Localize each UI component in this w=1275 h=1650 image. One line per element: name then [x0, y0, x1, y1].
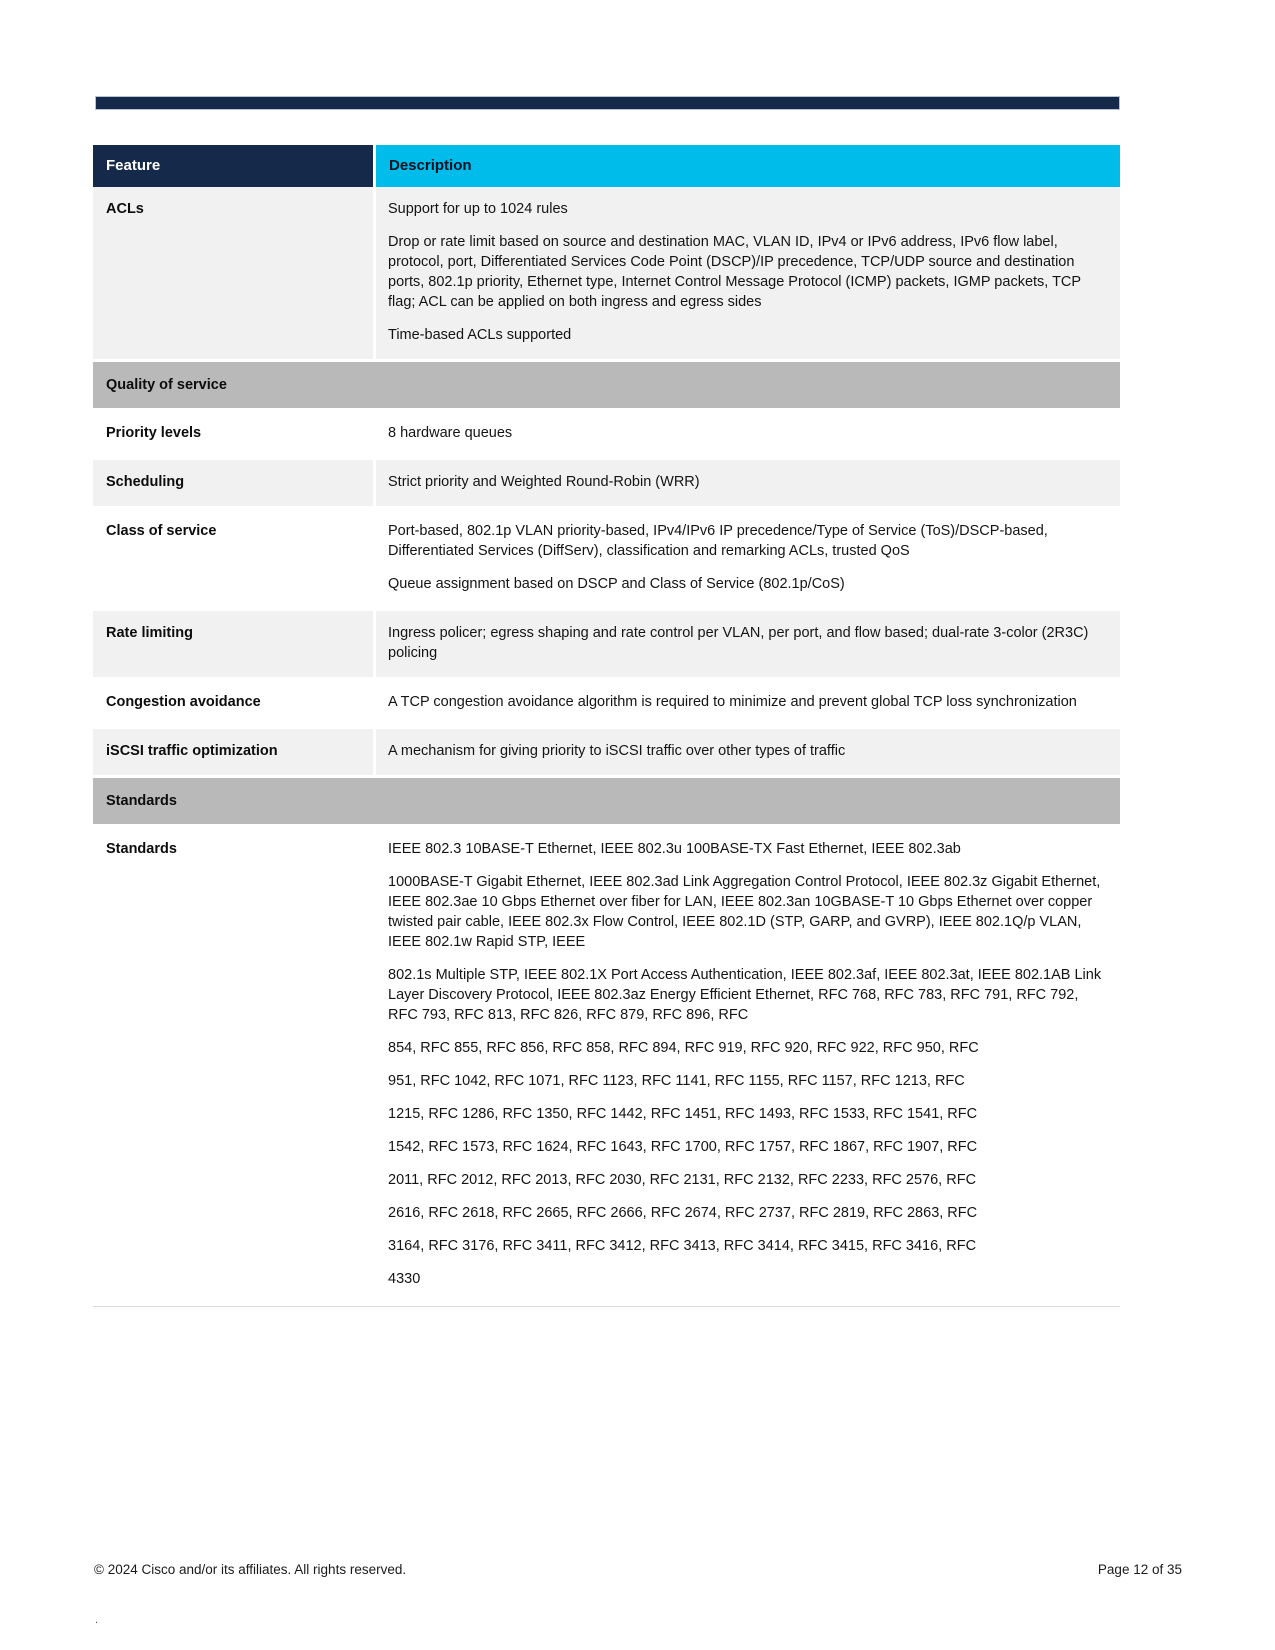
- description-paragraph: Support for up to 1024 rules: [388, 201, 568, 217]
- table-row: [93, 680, 1120, 729]
- description-paragraph: 4330: [388, 1271, 421, 1287]
- description-paragraph: 2616, RFC 2618, RFC 2665, RFC 2666, RFC 2674, RFC 2737, RFC 2819, RFC 2863, RFC: [388, 1205, 978, 1221]
- description-paragraph: 2011, RFC 2012, RFC 2013, RFC 2030, RFC 2131, RFC 2132, RFC 2233, RFC 2576, RFC: [388, 1172, 977, 1188]
- description-cell: [376, 509, 1120, 608]
- section-header-row: Standards: [93, 778, 1120, 827]
- table-row: [93, 729, 1120, 778]
- description-paragraph: IEEE 802.3 10BASE-T Ethernet, IEEE 802.3u 100BASE-TX Fast Ethernet, IEEE 802.3ab: [388, 841, 961, 857]
- description-paragraph: 1000BASE-T Gigabit Ethernet, IEEE 802.3ad Link Aggregation Control Protocol, IEEE 802.3z Gigabit Ethernet, IEEE 802.3ae 10 Gbps Ethernet over fiber for LAN, IEEE 802.3an 10GBASE-T 10 Gbps Ethernet over copper twisted pair cable, IEEE 802.3x Flow Control, IEEE 802.1D (STP, GARP, and GVRP), IEEE 802.1Q/p VLAN, IEEE 802.1w Rapid STP, IEEE: [388, 874, 1101, 950]
- copyright-text: © 2024 Cisco and/or its affiliates. All rights reserved.: [94, 1562, 407, 1577]
- section-header-row: Quality of service: [93, 362, 1120, 411]
- description-cell: [376, 611, 1120, 677]
- description-paragraph: 1542, RFC 1573, RFC 1624, RFC 1643, RFC 1700, RFC 1757, RFC 1867, RFC 1907, RFC: [388, 1139, 978, 1155]
- table-row: [93, 611, 1120, 680]
- description-paragraph: 951, RFC 1042, RFC 1071, RFC 1123, RFC 1141, RFC 1155, RFC 1157, RFC 1213, RFC: [388, 1073, 965, 1089]
- feature-table: [93, 145, 1120, 1307]
- feature-cell: iSCSI traffic optimization: [93, 729, 376, 775]
- description-cell: [376, 411, 1120, 457]
- description-paragraph: Time-based ACLs supported: [388, 327, 572, 343]
- table-row: [93, 460, 1120, 509]
- description-paragraph: Queue assignment based on DSCP and Class of Service (802.1p/CoS): [388, 576, 845, 592]
- description-paragraph: 854, RFC 855, RFC 856, RFC 858, RFC 894, RFC 919, RFC 920, RFC 922, RFC 950, RFC: [388, 1040, 979, 1056]
- table-header-row: [93, 145, 1120, 187]
- page-footer: [94, 1562, 1182, 1577]
- description-paragraph: 8 hardware queues: [388, 425, 513, 441]
- feature-cell: Rate limiting: [93, 611, 376, 677]
- feature-cell: Class of service: [93, 509, 376, 608]
- table-row: [93, 187, 1120, 362]
- feature-cell: ACLs: [93, 187, 376, 359]
- feature-cell: Priority levels: [93, 411, 376, 457]
- table-row: [93, 827, 1120, 1306]
- description-paragraph: A mechanism for giving priority to iSCSI traffic over other types of traffic: [388, 743, 846, 759]
- corner-mark: .: [95, 1614, 99, 1626]
- description-paragraph: A TCP congestion avoidance algorithm is required to minimize and prevent global TCP loss synchronization: [388, 694, 1077, 710]
- description-paragraph: 802.1s Multiple STP, IEEE 802.1X Port Access Authentication, IEEE 802.3af, IEEE 802.3at, IEEE 802.1AB Link Layer Discovery Protocol, IEEE 802.3az Energy Efficient Ethernet, RFC 768, RFC 783, RFC 791, RFC 792, RFC 793, RFC 813, RFC 826, RFC 879, RFC 896, RFC: [388, 967, 1102, 1023]
- description-paragraph: 3164, RFC 3176, RFC 3411, RFC 3412, RFC 3413, RFC 3414, RFC 3415, RFC 3416, RFC: [388, 1238, 977, 1254]
- description-cell: [376, 460, 1120, 506]
- feature-table-body: [93, 187, 1120, 1306]
- table-row: [93, 509, 1120, 611]
- feature-column-header: Feature: [93, 145, 376, 187]
- feature-cell: Standards: [93, 827, 376, 1303]
- description-cell: [376, 187, 1120, 359]
- description-paragraph: Drop or rate limit based on source and destination MAC, VLAN ID, IPv4 or IPv6 address, IPv6 flow label, protocol, port, Differentiated Services Code Point (DSCP)/IP precedence, TCP/UDP source and destination ports, 802.1p priority, Ethernet type, Internet Control Message Protocol (ICMP) packets, IGMP packets, TCP flag; ACL can be applied on both ingress and egress sides: [388, 234, 1081, 310]
- description-paragraph: Strict priority and Weighted Round-Robin (WRR): [388, 474, 700, 490]
- description-cell: [376, 729, 1120, 775]
- description-paragraph: Ingress policer; egress shaping and rate control per VLAN, per port, and flow based; dual-rate 3-color (2R3C) policing: [388, 625, 1089, 661]
- description-column-header: Description: [376, 145, 1120, 187]
- feature-cell: Scheduling: [93, 460, 376, 506]
- description-paragraph: 1215, RFC 1286, RFC 1350, RFC 1442, RFC 1451, RFC 1493, RFC 1533, RFC 1541, RFC: [388, 1106, 978, 1122]
- page-number: Page 12 of 35: [1097, 1562, 1182, 1577]
- description-cell: [376, 680, 1120, 726]
- description-cell: [376, 827, 1120, 1303]
- top-accent-bar: [96, 97, 1119, 109]
- feature-cell: Congestion avoidance: [93, 680, 376, 726]
- description-paragraph: Port-based, 802.1p VLAN priority-based, IPv4/IPv6 IP precedence/Type of Service (ToS)/DSCP-based, Differentiated Services (DiffServ), classification and remarking ACLs, trusted QoS: [388, 523, 1048, 559]
- table-row: [93, 411, 1120, 460]
